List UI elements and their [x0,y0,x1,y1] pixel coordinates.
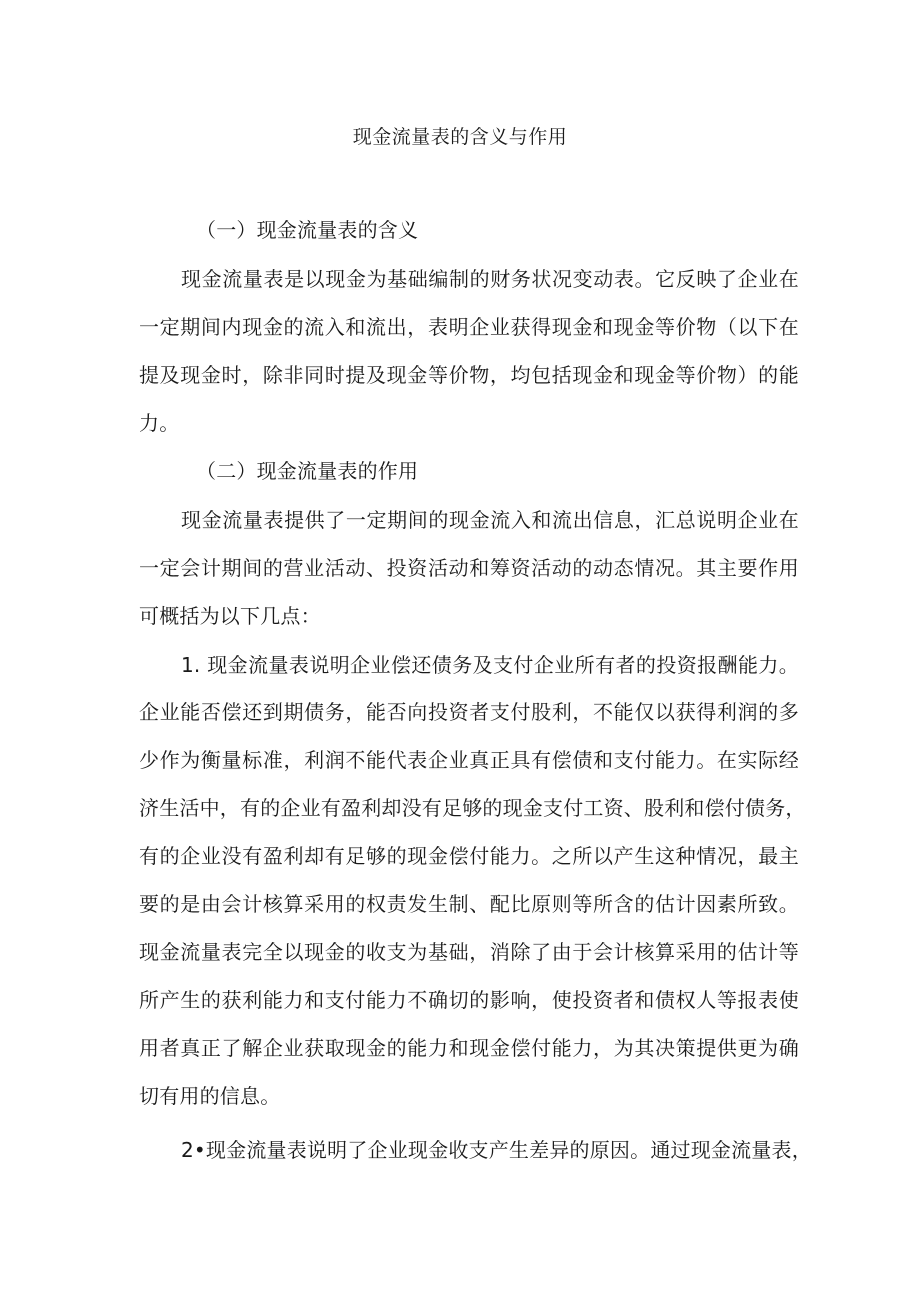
section-heading-meaning: （一）现金流量表的含义 [196,218,419,242]
point-1-line: 要的是由会计核算采用的权责发生制、配比原则等所含的估计因素所致。 [139,892,799,916]
point-1-line: 所产生的获利能力和支付能力不确切的影响，使投资者和债权人等报表使 [139,988,799,1012]
paragraph-line: 现金流量表提供了一定期间的现金流入和流出信息，汇总说明企业在 [181,508,799,532]
point-2-line: 2•现金流量表说明了企业现金收支产生差异的原因。通过现金流量表， [181,1138,812,1162]
paragraph-line: 现金流量表是以现金为基础编制的财务状况变动表。它反映了企业在 [181,267,799,291]
section-heading-function: （二）现金流量表的作用 [196,459,419,483]
point-1-line: 用者真正了解企业获取现金的能力和现金偿付能力，为其决策提供更为确 [139,1036,799,1060]
point-1-line: 现金流量表完全以现金的收支为基础，消除了由于会计核算采用的估计等 [139,940,799,964]
paragraph-line: 可概括为以下几点： [139,604,321,628]
point-1-line: 切有用的信息。 [139,1084,281,1108]
point-1-line: 少作为衡量标准，利润不能代表企业真正具有偿债和支付能力。在实际经 [139,748,799,772]
paragraph-line: 一定期间内现金的流入和流出，表明企业获得现金和现金等价物（以下在 [139,315,799,339]
paragraph-line: 一定会计期间的营业活动、投资活动和筹资活动的动态情况。其主要作用 [139,556,799,580]
point-1-line: 济生活中，有的企业有盈利却没有足够的现金支付工资、股利和偿付债务， [139,796,806,820]
paragraph-line: 力。 [139,411,180,435]
paragraph-line: 提及现金时，除非同时提及现金等价物，均包括现金和现金等价物）的能 [139,363,799,387]
document-title: 现金流量表的含义与作用 [352,126,568,148]
point-1-line: 有的企业没有盈利却有足够的现金偿付能力。之所以产生这种情况，最主 [139,844,799,868]
point-1-line: 企业能否偿还到期债务，能否向投资者支付股利，不能仅以获得利润的多 [139,700,799,724]
point-1-line: 1. 现金流量表说明企业偿还债务及支付企业所有者的投资报酬能力。 [181,653,799,677]
